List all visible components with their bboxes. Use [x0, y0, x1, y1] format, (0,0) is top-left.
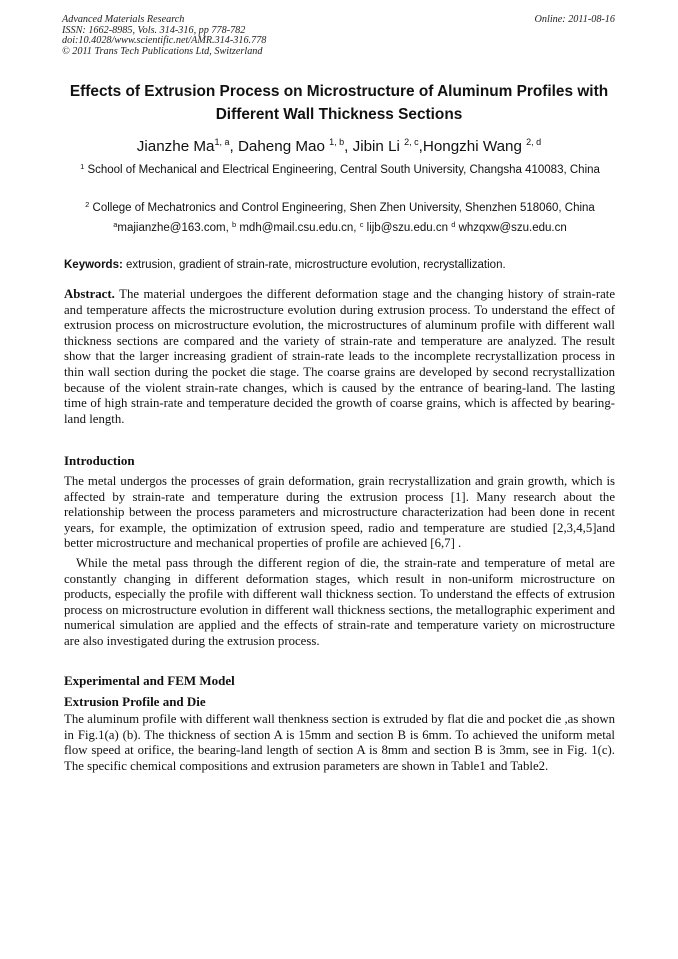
- affiliation-marker: 2: [85, 200, 90, 209]
- issn-line: ISSN: 1662-8985, Vols. 314-316, pp 778-782: [62, 24, 246, 36]
- keywords: [64, 258, 616, 273]
- email-address[interactable]: whzqxw@szu.edu.cn: [458, 222, 567, 234]
- doi-line: doi:10.4028/www.scientific.net/AMR.314-316.778: [62, 35, 267, 47]
- abstract-label: Abstract.: [64, 287, 115, 301]
- subsection-heading-extrusion-profile: Extrusion Profile and Die: [64, 694, 206, 709]
- author-list: Jianzhe Ma$^{1, a}$, Daheng Mao $^{1, b}$, Jibin Li $^{2, c}$,Hongzhi Wang $^{2, d}$: [136, 137, 542, 155]
- journal-name: Advanced Materials Research: [62, 14, 185, 25]
- email-address[interactable]: lijb@szu.edu.cn: [366, 222, 448, 234]
- section-heading-introduction: Introduction: [64, 453, 135, 468]
- email-marker: b: [231, 220, 237, 229]
- experimental-paragraph-1: The aluminum profile with different wall thenkness section is extruded by flat die and pocket die ,as shown in Fig.1(a) (b). The thickness of section A is 15mm and section B is 6mm. To achieved the uniform metal flow speed at orifice, the bearing-land length of section A is 8mm and section B is 3mm, see in Fig. 1(c). The specific chemical compositions and extrusion parameters are shown in Table1 and Table2.: [64, 712, 615, 773]
- paper-title: Effects of Extrusion Process on Microstructure of Aluminum Profiles with Different Wall Thickness Sections: [69, 83, 609, 123]
- affiliation-marker: 1: [80, 162, 85, 171]
- author-name: Jibin Li: [352, 138, 400, 155]
- introduction-paragraph-2: While the metal pass through the different region of die, the strain-rate and temperature of metal are constantly changing in different deformation stages, which result in non-uniform microstructure on products, especially the profile with different wall thickness section. To understand the effects of extrusion process on microstructure evolution in different wall thickness sections, the metallographic experiment and numerical simulation are applied and the effects of strain-rate and temperature variety on microstructure are also investigated during the extrusion process.: [64, 556, 615, 648]
- copyright-line: © 2011 Trans Tech Publications Ltd, Switzerland: [62, 45, 263, 57]
- online-date: Online: 2011-08-16: [534, 14, 615, 25]
- author-affiliation-marker: 2, d: [526, 137, 542, 147]
- journal-header: [62, 15, 266, 57]
- section-heading-experimental: Experimental and FEM Model: [64, 673, 235, 688]
- email-marker: d: [451, 220, 456, 229]
- affiliation-text: School of Mechanical and Electrical Engineering, Central South University, Changsha 410083, China: [87, 164, 600, 176]
- email-address[interactable]: mdh@mail.csu.edu.cn: [239, 222, 354, 234]
- author-name: Daheng Mao: [237, 138, 325, 155]
- introduction-paragraph-1: The metal undergos the processes of grain deformation, grain recrystallization and grain growth, which is affected by strain-rate and temperature during the extrusion process [1]. Many research about the relationship between the process parameters and microstructure characterization had been done in recent years, for example, the optimization of extrusion speed, radio and temperature are studied [2,3,4,5]and better microstructure and mechanical properties of profile are achieved [6,7] .: [64, 474, 615, 551]
- abstract: [64, 287, 615, 427]
- affiliation-2: [64, 201, 616, 217]
- email-marker: a: [113, 220, 118, 229]
- affiliation-1: [64, 163, 616, 179]
- abstract-text: The material undergoes the different deformation stage and the changing history of strain-rate and temperature affects the microstructure evolution during extrusion process. To understand the effect of extrusion process on microstructure evolution, the microstructures of aluminum profile with different wall thickness sections are compared and the variety of strain-rate and temperature are analyzed. The result show that the larger increasing gradient of strain-rate leads to the incomplete recrystallization process in thin wall section during the pocket die stage. The coarse grains are developed by second recrystallization because of the violent strain-rate changes, which is caused by the entrance of bearing-land. The lasting time of high strain-rate and temperature decided the growth of coarse grains, which is affected by bearing-land length.: [64, 287, 615, 426]
- affiliation-text: College of Mechatronics and Control Engineering, Shen Zhen University, Shenzhen 518060, China: [92, 202, 595, 214]
- author-name: Hongzhi Wang: [422, 138, 522, 155]
- author-name: Jianzhe Ma: [136, 138, 215, 155]
- email-address[interactable]: majianzhe@163.com: [117, 222, 226, 234]
- author-affiliation-marker: 1, a: [214, 137, 230, 147]
- keywords-text: extrusion, gradient of strain-rate, microstructure evolution, recrystallization.: [126, 259, 506, 271]
- author-affiliation-marker: 2, c: [404, 137, 419, 147]
- email-marker: c: [359, 220, 364, 229]
- keywords-label: Keywords:: [64, 259, 123, 271]
- author-affiliation-marker: 1, b: [329, 137, 345, 147]
- email-list: $^a$majianzhe@163.com, $^b$ mdh@mail.csu.edu.cn, $^c$ lijb@szu.edu.cn $^d$ whzqxw@szu.edu.cn: [113, 220, 567, 234]
